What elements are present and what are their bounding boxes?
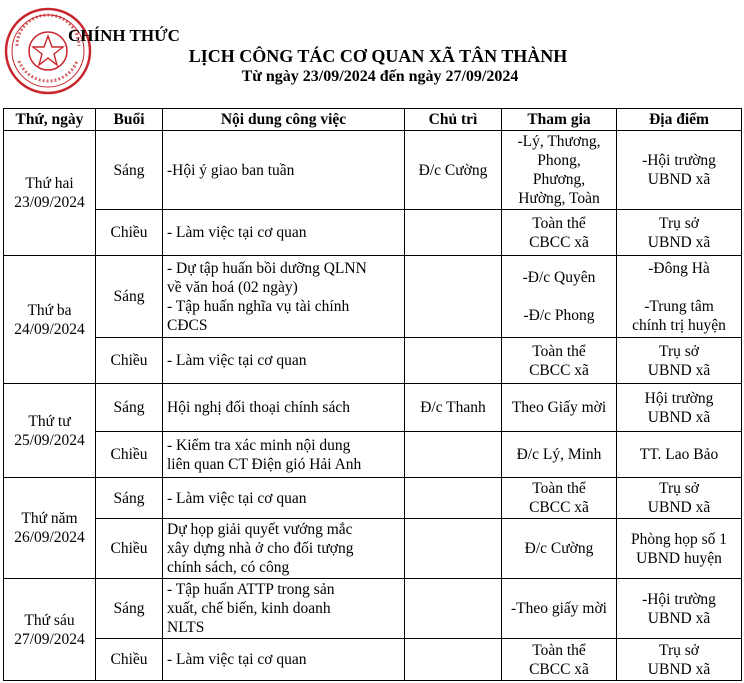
official-label: CHÍNH THỨC xyxy=(68,26,180,45)
participants-line: Toàn thể xyxy=(532,480,586,497)
location-cell xyxy=(617,579,742,639)
session-cell: Sáng xyxy=(96,579,163,639)
table-row xyxy=(4,432,742,478)
participants-cell xyxy=(502,639,617,681)
content-line: chính sách, có công xyxy=(167,559,290,576)
location-line: Trụ sở xyxy=(659,641,699,659)
participants-line: CBCC xã xyxy=(529,499,589,516)
session-cell: Chiều xyxy=(96,519,163,579)
session-cell: Chiều xyxy=(96,432,163,478)
spacer xyxy=(506,287,612,306)
location-line: UBND xã xyxy=(647,233,711,251)
column-header-session: Buổi xyxy=(96,109,163,131)
table-row xyxy=(4,210,742,256)
content-cell xyxy=(163,384,405,432)
session-cell: Sáng xyxy=(96,131,163,210)
chair-cell xyxy=(405,639,502,681)
table-row xyxy=(4,478,742,519)
day-cell xyxy=(4,579,96,681)
content-line: - Làm việc tại cơ quan xyxy=(167,651,307,668)
participants-cell xyxy=(502,256,617,338)
column-header-chair: Chủ trì xyxy=(405,109,502,131)
chair-cell xyxy=(405,579,502,639)
content-line: xây dựng nhà ở cho đối tượng xyxy=(167,540,354,557)
content-cell xyxy=(163,639,405,681)
content-line: - Làm việc tại cơ quan xyxy=(167,224,307,241)
content-line: về văn hoá (02 ngày) xyxy=(167,278,298,296)
location-cell xyxy=(617,432,742,478)
chair-cell xyxy=(405,210,502,256)
content-cell xyxy=(163,338,405,384)
day-cell xyxy=(4,256,96,384)
location-cell xyxy=(617,131,742,210)
date-range-subtitle: Từ ngày 23/09/2024 đến ngày 27/09/2024 xyxy=(241,68,519,85)
column-header-day: Thứ, ngày xyxy=(4,109,96,131)
session-cell: Sáng xyxy=(96,256,163,338)
location-cell xyxy=(617,519,742,579)
content-line: CĐCS xyxy=(167,316,208,334)
participants-line: -Đ/c Quyên xyxy=(522,269,596,286)
location-line: TT. Lao Bảo xyxy=(639,446,719,463)
participants-line: Toàn thể xyxy=(532,214,586,232)
chair-cell xyxy=(405,256,502,338)
location-line: -Trung tâm xyxy=(644,297,714,315)
participants-cell xyxy=(502,384,617,432)
day-date: 27/09/2024 xyxy=(14,630,85,648)
location-cell xyxy=(617,384,742,432)
participants-line: -Đ/c Phong xyxy=(523,307,595,324)
content-cell xyxy=(163,519,405,579)
content-cell xyxy=(163,432,405,478)
chair-cell xyxy=(405,432,502,478)
content-line: - Kiểm tra xác minh nội dung xyxy=(167,436,351,454)
content-line: -Hội ý giao ban tuần xyxy=(167,161,295,179)
participants-cell xyxy=(502,210,617,256)
day-name: Thứ sáu xyxy=(24,611,75,629)
content-cell xyxy=(163,256,405,338)
day-date: 24/09/2024 xyxy=(14,320,85,338)
participants-cell xyxy=(502,131,617,210)
column-header-location: Địa điểm xyxy=(617,109,742,131)
content-cell xyxy=(163,579,405,639)
participants-line: Toàn thể xyxy=(532,641,586,659)
table-row xyxy=(4,639,742,681)
content-line: NLTS xyxy=(167,619,205,636)
participants-line: Phương, xyxy=(532,171,586,188)
chair-cell xyxy=(405,519,502,579)
column-header-participants: Tham gia xyxy=(502,109,617,131)
session-cell: Sáng xyxy=(96,478,163,519)
location-line: -Hội trường xyxy=(642,152,716,169)
content-line: Dự họp giải quyết vướng mắc xyxy=(167,521,353,538)
location-line: Trụ sở xyxy=(659,214,699,232)
location-cell xyxy=(617,338,742,384)
location-line: UBND xã xyxy=(647,609,711,627)
chair-cell xyxy=(405,478,502,519)
content-cell xyxy=(163,131,405,210)
participants-line: Phong, xyxy=(537,152,581,169)
location-cell xyxy=(617,210,742,256)
location-cell xyxy=(617,478,742,519)
location-line: -Đông Hà xyxy=(648,259,710,277)
location-line: UBND xã xyxy=(647,408,711,426)
day-cell xyxy=(4,478,96,579)
participants-cell xyxy=(502,579,617,639)
table-row xyxy=(4,131,742,210)
location-line: UBND xã xyxy=(647,660,711,678)
participants-line: Theo Giấy mời xyxy=(511,399,607,416)
session-cell: Sáng xyxy=(96,384,163,432)
location-line: Phòng họp số 1 xyxy=(630,530,728,548)
chair-cell: Đ/c Cường xyxy=(405,131,502,210)
content-line: - Tập huấn ATTP trong sản xyxy=(167,581,335,598)
content-line: - Tập huấn nghĩa vụ tài chính xyxy=(167,297,350,315)
table-header-row xyxy=(4,109,742,131)
chair-cell xyxy=(405,338,502,384)
day-name: Thứ năm xyxy=(21,510,78,527)
spacer xyxy=(621,278,737,297)
location-cell xyxy=(617,639,742,681)
participants-line: -Lý, Thương, xyxy=(517,133,601,150)
participants-line: Đ/c Cường xyxy=(524,540,594,557)
participants-cell xyxy=(502,478,617,519)
location-line: Trụ sở xyxy=(659,480,699,497)
participants-line: Toàn thể xyxy=(532,342,586,360)
page-title: LỊCH CÔNG TÁC CƠ QUAN XÃ TÂN THÀNH xyxy=(188,46,568,66)
content-line: - Dự tập huấn bồi dưỡng QLNN xyxy=(167,259,367,277)
session-cell: Chiều xyxy=(96,210,163,256)
location-line: -Hội trường xyxy=(642,590,716,608)
schedule-table xyxy=(3,108,742,681)
session-cell: Chiều xyxy=(96,639,163,681)
participants-cell xyxy=(502,432,617,478)
table-row xyxy=(4,256,742,338)
location-line: UBND xã xyxy=(647,361,711,379)
day-name: Thứ ba xyxy=(27,301,72,319)
location-line: UBND huyện xyxy=(636,549,722,567)
content-cell xyxy=(163,210,405,256)
participants-line: Đ/c Lý, Minh xyxy=(516,446,602,463)
participants-cell xyxy=(502,338,617,384)
day-date: 26/09/2024 xyxy=(14,529,85,546)
day-cell xyxy=(4,131,96,256)
content-line: xuất, chế biến, kinh doanh xyxy=(167,600,331,617)
chair-cell: Đ/c Thanh xyxy=(405,384,502,432)
day-name: Thứ tư xyxy=(28,412,71,430)
content-line: liên quan CT Điện gió Hải Anh xyxy=(167,455,362,473)
participants-line: CBCC xã xyxy=(529,361,589,379)
location-line: Trụ sở xyxy=(659,342,699,360)
table-row xyxy=(4,384,742,432)
day-date: 23/09/2024 xyxy=(14,194,85,211)
location-line: chính trị huyện xyxy=(632,316,726,334)
session-cell: Chiều xyxy=(96,338,163,384)
table-row xyxy=(4,579,742,639)
participants-line: -Theo giấy mời xyxy=(510,600,607,617)
location-line: UBND xã xyxy=(647,499,711,516)
day-name: Thứ hai xyxy=(25,175,74,192)
content-line: Hội nghị đối thoại chính sách xyxy=(167,399,350,416)
participants-line: Hường, Toàn xyxy=(518,190,600,207)
day-date: 25/09/2024 xyxy=(14,431,85,449)
content-line: - Làm việc tại cơ quan xyxy=(167,489,307,507)
location-cell xyxy=(617,256,742,338)
content-cell xyxy=(163,478,405,519)
day-cell xyxy=(4,384,96,478)
column-header-content: Nội dung công việc xyxy=(163,109,405,131)
location-line: UBND xã xyxy=(647,171,711,188)
table-row xyxy=(4,519,742,579)
content-line: - Làm việc tại cơ quan xyxy=(167,352,307,369)
participants-line: CBCC xã xyxy=(529,660,589,678)
location-line: Hội trường xyxy=(644,389,714,407)
participants-line: CBCC xã xyxy=(529,233,589,251)
table-row xyxy=(4,338,742,384)
participants-cell xyxy=(502,519,617,579)
